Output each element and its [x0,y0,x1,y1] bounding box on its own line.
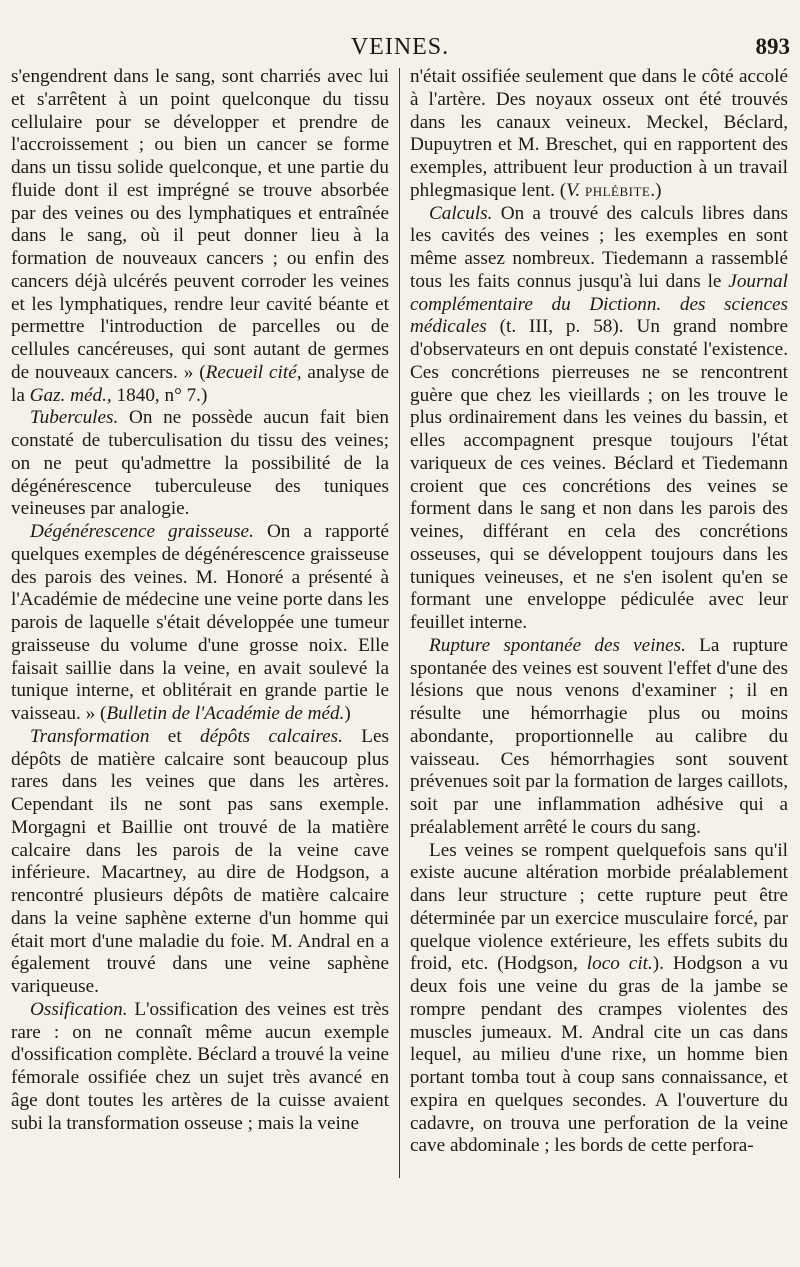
term-degenerescence-graisseuse: Dégénérescence graisseuse. [30,521,254,542]
term-depots-calcaires: dépôts calcaires. [200,725,343,747]
page-number: 893 [755,34,790,59]
term-rupture-spontanee: Rupture spontanée des veines. [429,634,686,656]
paragraph-cancer-continuation: s'engendrent dans le sang, sont charriés avec lui et s'arrêtent à un point quelconque du tissu cellulaire pour se développer et prendre de l'accroissement ; ou bien un cancer se forme dans un tissu solide quelconque, et une partie du fluide dont il est imprégné se trouve absorbée par des veines ou des lymphatiques et entraînée dans le sang, où il peut donner lieu à la formation de nouveaux cancers ; ou enfin des cancers déjà ulcérés peuvent corroder les veines et les lymphatiques, rendre leur cavité béante et permettre l'introduction de parcelles ou de cellules cancéreuses, qui sont autant de germes de nouveaux cancers. » (Recueil cité, analyse de la Gaz. méd., 1840, n° 7.) [11,66,389,406]
paragraph-ossification: Ossification. L'ossification des veines est très rare : on ne connaît même aucun exemple d'ossification complète. Béclard a trouvé la veine fémorale ossifiée chez un sujet très avancé en âge dont toutes les artères de la cuisse avaient subi la transformation osseuse ; mais la veine [11,998,390,1134]
term-transformation: Transformation [30,725,150,747]
paragraph-rupture-causes: Les veines se rompent quelquefois sans qu'il existe aucune altération morbide préalablement dans leur structure ; cette rupture peut être déterminée par un exercice musculaire forcé, par quelque violence extérieure, les effets subits du froid, etc. (Hodgson, loco cit.). Hodgson a vu deux fois une veine du gras de la jambe se rompre pendant des crampes violentes des muscles jumeaux. M. Andral cite un cas dans lequel, au milieu d'une rixe, un homme bien portant tomba tout à coup sans connaissance, et expira en quelques secondes. A l'ouverture du cadavre, on trouva une perforation de la veine cave abdominale ; les bords de cette perfora- [410,839,789,1157]
paragraph-transformation-calcaire: Transformation et dépôts calcaires. Les dépôts de matière calcaire sont beaucoup plus rares dans les veines que dans les artères. Cependant ils ne sont pas sans exemple. Morgagni et Baillie ont trouvé de la matière calcaire dans les parois de la veine cave inférieure. Macartney, au dire de Hodgson, a rencontré plusieurs dépôts de matière calcaire dans la veine saphène externe d'un homme qui était mort d'une maladie du foie. M. Andral en a également trouvé dans une veine saphène variqueuse. [11,725,389,997]
left-column [11,66,389,1135]
term-tubercules: Tubercules. [30,407,119,429]
column-divider [399,68,400,1178]
term-ossification: Ossification. [30,998,128,1020]
paragraph-calculs: Calculs. On a trouvé des calculs libres dans les cavités des veines ; les exemples en sont même assez nombreux. Tiedemann a rassemblé tous les faits connus jusqu'à lui dans le Journal complémentaire du Dictionn. des sciences médicales (t. III, p. 58). Un grand nombre d'observateurs en ont depuis constaté l'existence. Ces concrétions pierreuses ne se rencontrent guère que chez les vieillards ; on les trouve le plus ordinairement dans les veines du bassin, et elles accompagnent presque toujours l'état variqueux de ces veines. Béclard et Tiedemann croient que ces concrétions des veines se forment dans le sang et non dans les parois des veines, différant en cela des concrétions osseuses, qui se développent toujours dans les tuniques veineuses, et ne s'en isolent qu'en se formant une enveloppe pédiculée avec leur feuillet interne. [410,202,788,633]
term-calculs: Calculs. [429,202,493,224]
paragraph-ossification-continuation: n'était ossifiée seulement que dans le côté accolé à l'artère. Des noyaux osseux ont été trouvés dans les canaux veineux. Meckel, Béclard, Dupuytren et M. Breschet, qui en rapportent des exemples, attribuent leur production à un travail phlegmasique lent. (V. phlébite.) [410,66,788,201]
paragraph-tubercules: Tubercules. On ne possède aucun fait bien constaté de tuberculisation du tissu des veines; on ne peut qu'admettre la possibilité de la dégénérescence tuberculeuse des tuniques veineuses par analogie. [11,407,389,520]
paragraph-degenerescence-graisseuse: Dégénérescence graisseuse. On a rapporté quelques exemples de dégénérescence graisseuse des parois des veines. M. Honoré a présenté à l'Académie de médecine une veine porte dans les parois de laquelle s'était développée une tumeur graisseuse du volume d'une grosse noix. Elle faisait saillie dans la veine, en avait soulevé la tunique interne, et oblitérait en grande partie le vaisseau. » (Bulletin de l'Académie de méd.) [11,521,389,724]
page-header [0,34,800,64]
right-column [410,66,788,1158]
paragraph-rupture-spontanee: Rupture spontanée des veines. La rupture spontanée des veines est souvent l'effet d'une des lésions que nous venons d'examiner ; il en résulte une hémorrhagie plus ou moins abondante, proportionnelle au calibre du vaisseau. Ces hémorrhagies sont souvent prévenues soit par la formation de larges caillots, soit par une inflammation adhésive qui a préalablement arrêté le cours du sang. [410,634,789,838]
running-title: VEINES. [350,34,450,60]
